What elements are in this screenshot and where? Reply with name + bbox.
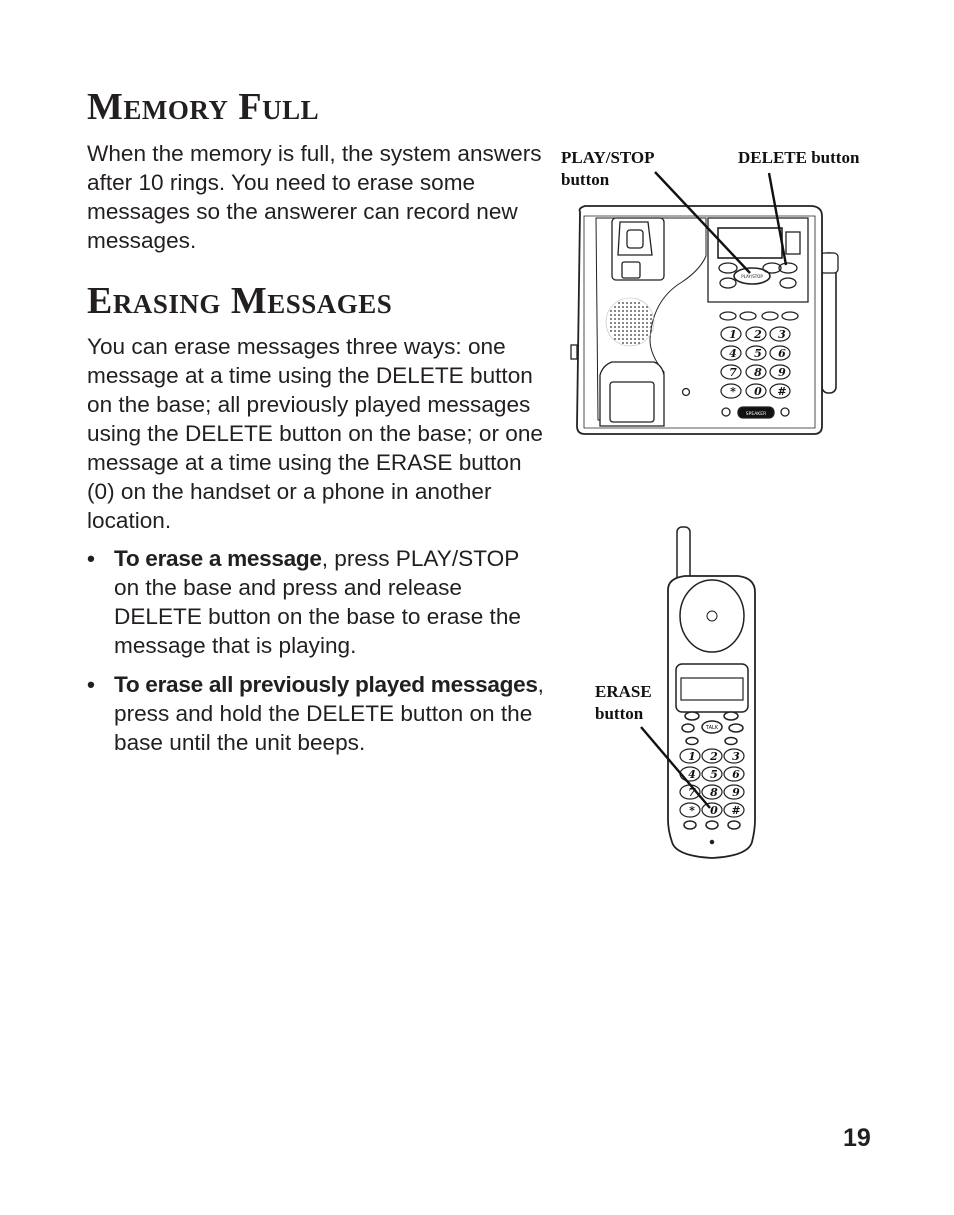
- key-label: 1: [729, 328, 737, 341]
- key-label: *: [730, 385, 736, 398]
- bullet-lead: To erase a message: [114, 546, 322, 571]
- grille-dot: [630, 322, 632, 324]
- grille-dot: [630, 302, 632, 304]
- key-label: 3: [732, 750, 740, 763]
- grille-dot: [618, 322, 620, 324]
- grille-dot: [618, 306, 620, 308]
- grille-dot: [626, 314, 628, 316]
- grille-dot: [630, 318, 632, 320]
- key-label: #: [731, 804, 741, 817]
- grille-dot: [622, 338, 624, 340]
- key-label: #: [777, 385, 787, 398]
- grille-dot: [642, 338, 644, 340]
- grille-dot: [618, 338, 620, 340]
- bullet-text: , press PLAY/STOP on the base and press and release DELETE button on the base to erase the message that is playing.: [114, 546, 521, 658]
- grille-dot: [622, 306, 624, 308]
- grille-dot: [622, 314, 624, 316]
- bullet-text: , press and hold the DELETE button on the base until the unit beeps.: [114, 672, 544, 755]
- grille-dot: [642, 306, 644, 308]
- grille-dot: [634, 318, 636, 320]
- grille-dot: [618, 302, 620, 304]
- grille-dot: [614, 318, 616, 320]
- grille-dot: [610, 310, 612, 312]
- grille-dot: [638, 306, 640, 308]
- grille-dot: [622, 310, 624, 312]
- grille-dot: [638, 338, 640, 340]
- grille-dot: [614, 314, 616, 316]
- grille-dot: [646, 334, 648, 336]
- grille-dot: [638, 342, 640, 344]
- grille-dot: [618, 314, 620, 316]
- key-label: 4: [729, 347, 737, 360]
- grille-dot: [634, 338, 636, 340]
- grille-dot: [626, 326, 628, 328]
- grille-dot: [622, 326, 624, 328]
- grille-dot: [642, 318, 644, 320]
- key-label: 0: [710, 804, 718, 817]
- grille-dot: [634, 310, 636, 312]
- grille-dot: [618, 318, 620, 320]
- grille-dot: [634, 314, 636, 316]
- grille-dot: [622, 334, 624, 336]
- play-stop-callout: PLAY/STOP button: [561, 148, 655, 189]
- key-label: 9: [732, 786, 740, 799]
- grille-dot: [614, 330, 616, 332]
- grille-dot: [650, 326, 652, 328]
- grille-dot: [610, 326, 612, 328]
- grille-dot: [638, 310, 640, 312]
- grille-dot: [630, 342, 632, 344]
- grille-dot: [642, 310, 644, 312]
- grille-dot: [630, 338, 632, 340]
- grille-dot: [638, 326, 640, 328]
- grille-dot: [622, 318, 624, 320]
- grille-dot: [638, 322, 640, 324]
- grille-dot: [634, 334, 636, 336]
- play-stop-button-label: PLAY/STOP: [741, 274, 763, 279]
- grille-dot: [634, 302, 636, 304]
- grille-dot: [618, 326, 620, 328]
- bullet-lead: To erase all previously played messages: [114, 672, 538, 697]
- grille-dot: [626, 306, 628, 308]
- grille-dot: [646, 310, 648, 312]
- key-label: 7: [688, 786, 696, 799]
- grille-dot: [638, 302, 640, 304]
- grille-dot: [642, 334, 644, 336]
- grille-dot: [642, 314, 644, 316]
- key-label: 2: [754, 328, 762, 341]
- grille-dot: [638, 314, 640, 316]
- grille-dot: [650, 314, 652, 316]
- key-label: 6: [732, 768, 740, 781]
- grille-dot: [634, 326, 636, 328]
- grille-dot: [650, 330, 652, 332]
- grille-dot: [610, 314, 612, 316]
- grille-dot: [614, 306, 616, 308]
- grille-dot: [630, 314, 632, 316]
- grille-dot: [650, 322, 652, 324]
- page-number: 19: [843, 1124, 871, 1152]
- memory-full-heading: Memory Full: [87, 86, 320, 128]
- grille-dot: [630, 306, 632, 308]
- grille-dot: [614, 310, 616, 312]
- grille-dot: [646, 326, 648, 328]
- key-label: 1: [688, 750, 696, 763]
- grille-dot: [630, 334, 632, 336]
- grille-dot: [626, 322, 628, 324]
- grille-dot: [610, 322, 612, 324]
- key-label: 5: [710, 768, 718, 781]
- grille-dot: [634, 342, 636, 344]
- grille-dot: [642, 322, 644, 324]
- grille-dot: [622, 330, 624, 332]
- key-label: 7: [729, 366, 737, 379]
- grille-dot: [622, 342, 624, 344]
- grille-dot: [618, 310, 620, 312]
- grille-dot: [618, 330, 620, 332]
- key-label: 8: [710, 786, 718, 799]
- grille-dot: [622, 322, 624, 324]
- grille-dot: [638, 334, 640, 336]
- key-label: 9: [778, 366, 786, 379]
- grille-dot: [638, 330, 640, 332]
- key-label: 5: [754, 347, 762, 360]
- erasing-messages-paragraph: You can erase messages three ways: one message at a time using the DELETE button on the base; all previously played messages using the DELETE button on the base; or one message at a time using the ERASE button (0) on the handset or a phone in another location.: [87, 334, 543, 533]
- grille-dot: [646, 306, 648, 308]
- grille-dot: [614, 326, 616, 328]
- key-label: 0: [754, 385, 762, 398]
- grille-dot: [626, 334, 628, 336]
- grille-dot: [626, 330, 628, 332]
- key-label: 8: [754, 366, 762, 379]
- grille-dot: [634, 306, 636, 308]
- grille-dot: [626, 342, 628, 344]
- key-label: 4: [688, 768, 696, 781]
- grille-dot: [630, 326, 632, 328]
- grille-dot: [638, 318, 640, 320]
- speaker-button-label: SPEAKER: [745, 412, 767, 417]
- base-unit: [571, 206, 838, 434]
- grille-dot: [610, 330, 612, 332]
- key-label: 2: [710, 750, 718, 763]
- grille-dot: [642, 326, 644, 328]
- bullet-marker: •: [87, 672, 95, 697]
- grille-dot: [614, 338, 616, 340]
- bullet-marker: •: [87, 546, 95, 571]
- key-label: 6: [778, 347, 786, 360]
- grille-dot: [614, 334, 616, 336]
- talk-button-label: TALK: [705, 725, 719, 731]
- grille-dot: [626, 302, 628, 304]
- grille-dot: [626, 318, 628, 320]
- grille-dot: [646, 318, 648, 320]
- grille-dot: [634, 330, 636, 332]
- grille-dot: [622, 302, 624, 304]
- erase-callout: ERASE button: [595, 682, 652, 723]
- key-label: 3: [778, 328, 786, 341]
- grille-dot: [646, 330, 648, 332]
- grille-dot: [626, 338, 628, 340]
- grille-dot: [634, 322, 636, 324]
- grille-dot: [630, 310, 632, 312]
- erasing-messages-heading: Erasing Messages: [87, 280, 393, 322]
- grille-dot: [610, 318, 612, 320]
- grille-dot: [650, 318, 652, 320]
- grille-dot: [646, 314, 648, 316]
- key-label: *: [689, 804, 695, 817]
- delete-callout: DELETE button: [738, 148, 860, 167]
- grille-dot: [614, 322, 616, 324]
- grille-dot: [618, 334, 620, 336]
- grille-dot: [646, 322, 648, 324]
- grille-dot: [630, 330, 632, 332]
- memory-full-paragraph: When the memory is full, the system answers after 10 rings. You need to erase some messages so the answerer can record new messages.: [87, 141, 542, 253]
- grille-dot: [626, 310, 628, 312]
- grille-dot: [642, 330, 644, 332]
